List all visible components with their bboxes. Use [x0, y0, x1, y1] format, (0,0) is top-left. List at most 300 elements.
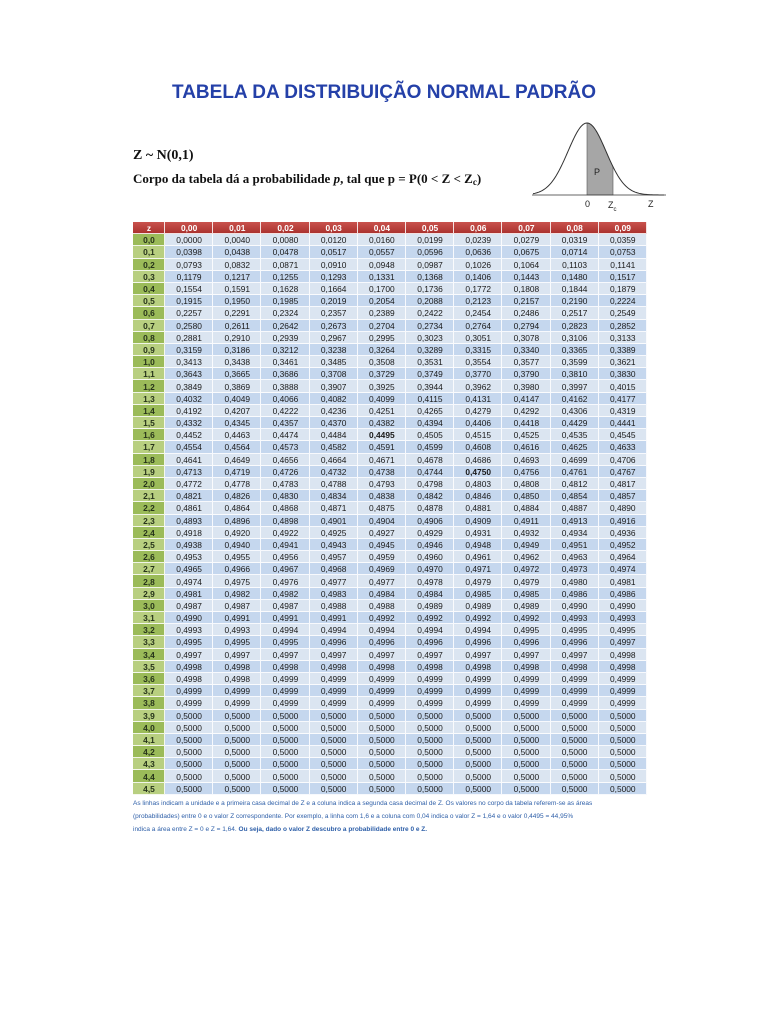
table-cell: 0,4999 [165, 685, 213, 697]
table-cell: 0,2734 [406, 320, 454, 332]
table-cell: 0,4968 [310, 563, 358, 575]
table-cell: 0,4732 [310, 466, 358, 478]
table-cell: 0,4997 [261, 649, 309, 661]
table-cell: 0,4990 [551, 600, 599, 612]
table-cell: 0,4981 [165, 588, 213, 600]
table-cell: 0,5000 [599, 783, 647, 795]
table-cell: 0,2967 [310, 332, 358, 344]
column-header: 0,07 [502, 222, 550, 234]
table-cell: 0,4868 [261, 502, 309, 514]
table-cell: 0,4999 [551, 697, 599, 709]
table-cell: 0,3708 [310, 368, 358, 380]
table-cell: 0,4991 [213, 612, 261, 624]
table-cell: 0,4998 [599, 661, 647, 673]
table-cell: 0,4999 [261, 685, 309, 697]
table-cell: 0,5000 [551, 722, 599, 734]
table-cell: 0,1026 [454, 259, 502, 271]
table-cell: 0,2580 [165, 320, 213, 332]
table-cell: 0,3944 [406, 380, 454, 392]
table-cell: 0,5000 [502, 734, 550, 746]
table-cell: 0,4911 [502, 515, 550, 527]
table-cell: 0,0517 [310, 246, 358, 258]
table-cell: 0,0478 [261, 246, 309, 258]
table-cell: 0,3849 [165, 380, 213, 392]
table-cell: 0,4986 [551, 588, 599, 600]
table-cell: 0,2357 [310, 307, 358, 319]
table-cell: 0,4953 [165, 551, 213, 563]
table-cell: 0,5000 [261, 758, 309, 770]
table-cell: 0,4999 [406, 673, 454, 685]
table-cell: 0,5000 [551, 710, 599, 722]
table-cell: 0,5000 [213, 758, 261, 770]
table-cell: 0,3365 [551, 344, 599, 356]
table-cell: 0,4956 [261, 551, 309, 563]
table-cell: 0,0596 [406, 246, 454, 258]
table-cell: 0,5000 [213, 770, 261, 782]
table-cell: 0,4207 [213, 405, 261, 417]
table-footnote [133, 797, 653, 836]
table-cell: 0,4999 [454, 697, 502, 709]
table-cell: 0,4998 [165, 673, 213, 685]
row-header: 2,2 [133, 502, 165, 514]
table-cell: 0,5000 [358, 710, 406, 722]
table-cell: 0,4394 [406, 417, 454, 429]
table-cell: 0,5000 [454, 758, 502, 770]
table-cell: 0,4994 [454, 624, 502, 636]
table-cell: 0,4788 [310, 478, 358, 490]
table-cell: 0,4890 [599, 502, 647, 514]
table-cell: 0,4980 [551, 575, 599, 587]
table-cell: 0,4656 [261, 454, 309, 466]
table-cell: 0,3830 [599, 368, 647, 380]
row-header: 4,2 [133, 746, 165, 758]
column-header: 0,03 [310, 222, 358, 234]
table-cell: 0,5000 [502, 710, 550, 722]
table-cell: 0,4279 [454, 405, 502, 417]
table-cell: 0,4966 [213, 563, 261, 575]
table-cell: 0,4854 [551, 490, 599, 502]
table-cell: 0,2054 [358, 295, 406, 307]
table-cell: 0,3621 [599, 356, 647, 368]
table-cell: 0,4429 [551, 417, 599, 429]
table-cell: 0,4306 [551, 405, 599, 417]
table-cell: 0,5000 [551, 783, 599, 795]
row-header: 0,4 [133, 283, 165, 295]
column-header: 0,00 [165, 222, 213, 234]
table-cell: 0,4946 [406, 539, 454, 551]
table-cell: 0,4994 [406, 624, 454, 636]
table-cell: 0,4997 [310, 649, 358, 661]
table-cell: 0,1554 [165, 283, 213, 295]
table-cell: 0,2910 [213, 332, 261, 344]
column-header: 0,09 [599, 222, 647, 234]
table-cell: 0,0398 [165, 246, 213, 258]
table-cell: 0,5000 [358, 734, 406, 746]
table-cell: 0,2939 [261, 332, 309, 344]
table-cell: 0,4884 [502, 502, 550, 514]
table-cell: 0,4332 [165, 417, 213, 429]
table-cell: 0,4463 [213, 429, 261, 441]
table-cell: 0,2422 [406, 307, 454, 319]
table-cell: 0,5000 [599, 722, 647, 734]
table-cell: 0,4535 [551, 429, 599, 441]
table-cell: 0,3925 [358, 380, 406, 392]
table-cell: 0,3888 [261, 380, 309, 392]
table-cell: 0,4995 [599, 624, 647, 636]
table-cell: 0,3554 [454, 356, 502, 368]
table-cell: 0,3577 [502, 356, 550, 368]
table-cell: 0,4993 [213, 624, 261, 636]
table-cell: 0,4842 [406, 490, 454, 502]
table-cell: 0,4934 [551, 527, 599, 539]
row-header: 2,0 [133, 478, 165, 490]
table-cell: 0,5000 [358, 758, 406, 770]
table-cell: 0,2823 [551, 320, 599, 332]
table-cell: 0,2995 [358, 332, 406, 344]
table-cell: 0,3907 [310, 380, 358, 392]
table-cell: 0,4515 [454, 429, 502, 441]
row-header: 2,3 [133, 515, 165, 527]
table-cell: 0,4265 [406, 405, 454, 417]
table-cell: 0,4693 [502, 454, 550, 466]
table-cell: 0,4994 [358, 624, 406, 636]
table-cell: 0,4582 [310, 441, 358, 453]
table-cell: 0,4222 [261, 405, 309, 417]
table-cell: 0,4319 [599, 405, 647, 417]
table-cell: 0,1591 [213, 283, 261, 295]
table-cell: 0,3438 [213, 356, 261, 368]
table-cell: 0,4999 [454, 685, 502, 697]
normal-distribution-table [133, 222, 647, 795]
table-cell: 0,4925 [310, 527, 358, 539]
table-cell: 0,4988 [310, 600, 358, 612]
table-cell: 0,4996 [310, 636, 358, 648]
table-cell: 0,4996 [551, 636, 599, 648]
table-cell: 0,4999 [310, 685, 358, 697]
table-cell: 0,4985 [454, 588, 502, 600]
table-cell: 0,5000 [406, 722, 454, 734]
table-cell: 0,4115 [406, 393, 454, 405]
table-cell: 0,4591 [358, 441, 406, 453]
table-cell: 0,4994 [261, 624, 309, 636]
table-cell: 0,0319 [551, 234, 599, 246]
table-cell: 0,4999 [165, 697, 213, 709]
table-cell: 0,4871 [310, 502, 358, 514]
description-subscript: c [472, 177, 477, 187]
table-cell: 0,4664 [310, 454, 358, 466]
table-cell: 0,4803 [454, 478, 502, 490]
table-cell: 0,4999 [261, 673, 309, 685]
table-cell: 0,4938 [165, 539, 213, 551]
table-cell: 0,1331 [358, 271, 406, 283]
table-cell: 0,3106 [551, 332, 599, 344]
row-header: 3,1 [133, 612, 165, 624]
row-header: 3,9 [133, 710, 165, 722]
table-cell: 0,4893 [165, 515, 213, 527]
table-cell: 0,2190 [551, 295, 599, 307]
table-cell: 0,4756 [502, 466, 550, 478]
table-cell: 0,4834 [310, 490, 358, 502]
table-cell: 0,4989 [502, 600, 550, 612]
label-z-axis: Z [648, 199, 654, 209]
table-cell: 0,5000 [165, 758, 213, 770]
table-cell: 0,4990 [599, 600, 647, 612]
table-cell: 0,1844 [551, 283, 599, 295]
table-cell: 0,4641 [165, 454, 213, 466]
table-cell: 0,4744 [406, 466, 454, 478]
table-cell: 0,1293 [310, 271, 358, 283]
table-cell: 0,4997 [358, 649, 406, 661]
table-cell: 0,4382 [358, 417, 406, 429]
footnote-line-2: (probabilidades) entre 0 e o valor Z correspondente. Por exemplo, a linha com 1,6 e a coluna com 0,04 indica o valor Z = 1,64 e o valor 0,4495 = 44,95% [133, 813, 574, 820]
table-cell: 0,4913 [551, 515, 599, 527]
table-cell: 0,1915 [165, 295, 213, 307]
table-cell: 0,4995 [165, 636, 213, 648]
row-header: 2,9 [133, 588, 165, 600]
table-cell: 0,5000 [454, 746, 502, 758]
table-cell: 0,4971 [454, 563, 502, 575]
row-header: 0,8 [133, 332, 165, 344]
table-cell: 0,4826 [213, 490, 261, 502]
table-cell: 0,1064 [502, 259, 550, 271]
table-cell: 0,2123 [454, 295, 502, 307]
table-cell: 0,2291 [213, 307, 261, 319]
table-cell: 0,4995 [261, 636, 309, 648]
table-cell: 0,4998 [502, 661, 550, 673]
table-cell: 0,4998 [213, 661, 261, 673]
table-cell: 0,4992 [358, 612, 406, 624]
table-cell: 0,4972 [502, 563, 550, 575]
table-cell: 0,4965 [165, 563, 213, 575]
table-cell: 0,4998 [406, 661, 454, 673]
table-cell: 0,4982 [213, 588, 261, 600]
table-cell: 0,1443 [502, 271, 550, 283]
row-header: 1,3 [133, 393, 165, 405]
table-cell: 0,4857 [599, 490, 647, 502]
table-cell: 0,4987 [261, 600, 309, 612]
table-cell: 0,4999 [502, 697, 550, 709]
row-header: 4,3 [133, 758, 165, 770]
table-cell: 0,5000 [358, 783, 406, 795]
table-cell: 0,1179 [165, 271, 213, 283]
column-header: 0,06 [454, 222, 502, 234]
table-cell: 0,4943 [310, 539, 358, 551]
table-cell: 0,4846 [454, 490, 502, 502]
table-cell: 0,1879 [599, 283, 647, 295]
table-cell: 0,4949 [502, 539, 550, 551]
table-cell: 0,4952 [599, 539, 647, 551]
table-cell: 0,5000 [213, 734, 261, 746]
table-cell: 0,4941 [261, 539, 309, 551]
table-cell: 0,4967 [261, 563, 309, 575]
row-header: 3,3 [133, 636, 165, 648]
table-cell: 0,4998 [310, 661, 358, 673]
table-cell: 0,4997 [551, 649, 599, 661]
table-cell: 0,4633 [599, 441, 647, 453]
table-cell: 0,4821 [165, 490, 213, 502]
table-cell: 0,4573 [261, 441, 309, 453]
table-cell: 0,5000 [261, 783, 309, 795]
table-cell: 0,3665 [213, 368, 261, 380]
table-cell: 0,4962 [502, 551, 550, 563]
row-header: 0,1 [133, 246, 165, 258]
table-cell: 0,4987 [165, 600, 213, 612]
table-cell: 0,2794 [502, 320, 550, 332]
table-cell: 0,4998 [551, 661, 599, 673]
table-cell: 0,4999 [406, 697, 454, 709]
footnote-line-1: As linhas indicam a unidade e a primeira casa decimal de Z e a coluna indica a segunda casa decimal de Z. Os valores no corpo da tabela referem-se as áreas [133, 800, 593, 807]
table-cell: 0,4976 [261, 575, 309, 587]
table-cell: 0,5000 [599, 734, 647, 746]
table-cell: 0,4564 [213, 441, 261, 453]
table-cell: 0,4474 [261, 429, 309, 441]
table-cell: 0,0910 [310, 259, 358, 271]
table-cell: 0,4979 [502, 575, 550, 587]
table-cell: 0,2549 [599, 307, 647, 319]
table-cell: 0,5000 [261, 734, 309, 746]
table-cell: 0,3686 [261, 368, 309, 380]
table-cell: 0,5000 [165, 770, 213, 782]
table-cell: 0,4441 [599, 417, 647, 429]
table-cell: 0,4896 [213, 515, 261, 527]
table-cell: 0,4996 [502, 636, 550, 648]
table-cell: 0,0438 [213, 246, 261, 258]
row-header: 1,4 [133, 405, 165, 417]
table-cell: 0,5000 [213, 746, 261, 758]
table-cell: 0,4991 [310, 612, 358, 624]
table-cell: 0,5000 [261, 770, 309, 782]
table-cell: 0,5000 [454, 734, 502, 746]
table-cell: 0,4999 [599, 685, 647, 697]
table-cell: 0,5000 [165, 710, 213, 722]
table-cell: 0,4830 [261, 490, 309, 502]
table-cell: 0,4996 [454, 636, 502, 648]
row-header: 3,6 [133, 673, 165, 685]
table-cell: 0,5000 [358, 770, 406, 782]
table-cell: 0,4931 [454, 527, 502, 539]
table-cell: 0,4904 [358, 515, 406, 527]
table-cell: 0,4357 [261, 417, 309, 429]
table-cell: 0,4975 [213, 575, 261, 587]
table-cell: 0,4812 [551, 478, 599, 490]
table-cell: 0,4916 [599, 515, 647, 527]
row-header: 1,7 [133, 441, 165, 453]
table-cell: 0,1406 [454, 271, 502, 283]
table-cell: 0,2642 [261, 320, 309, 332]
row-header: 2,8 [133, 575, 165, 587]
table-cell: 0,4192 [165, 405, 213, 417]
table-cell: 0,5000 [310, 722, 358, 734]
table-cell: 0,4999 [358, 697, 406, 709]
table-cell: 0,3749 [406, 368, 454, 380]
table-cell: 0,0199 [406, 234, 454, 246]
table-cell: 0,3413 [165, 356, 213, 368]
label-zc-subscript: c [613, 207, 617, 213]
table-cell: 0,3770 [454, 368, 502, 380]
table-cell: 0,2704 [358, 320, 406, 332]
table-cell: 0,5000 [310, 783, 358, 795]
table-cell: 0,5000 [454, 770, 502, 782]
row-header: 1,5 [133, 417, 165, 429]
row-header: 0,5 [133, 295, 165, 307]
table-cell: 0,4999 [551, 673, 599, 685]
footnote-line-3-regular: indica a área entre Z = 0 e Z = 1,64. [133, 826, 239, 833]
table-cell: 0,5000 [165, 734, 213, 746]
table-cell: 0,4977 [310, 575, 358, 587]
table-cell: 0,5000 [261, 710, 309, 722]
row-header: 4,5 [133, 783, 165, 795]
table-cell: 0,4236 [310, 405, 358, 417]
table-cell: 0,0080 [261, 234, 309, 246]
table-cell: 0,3643 [165, 368, 213, 380]
table-cell: 0,4977 [358, 575, 406, 587]
table-cell: 0,4998 [358, 661, 406, 673]
description-suffix: ) [476, 171, 482, 186]
table-cell: 0,4864 [213, 502, 261, 514]
table-cell: 0,4998 [599, 649, 647, 661]
table-cell: 0,4738 [358, 466, 406, 478]
table-cell: 0,5000 [165, 722, 213, 734]
table-cell: 0,5000 [261, 722, 309, 734]
table-cell: 0,5000 [310, 758, 358, 770]
table-cell: 0,1664 [310, 283, 358, 295]
table-cell: 0,4989 [454, 600, 502, 612]
table-cell: 0,4599 [406, 441, 454, 453]
table-cell: 0,4909 [454, 515, 502, 527]
table-cell: 0,4998 [165, 661, 213, 673]
description-p-variable: p [333, 171, 341, 186]
table-cell: 0,4418 [502, 417, 550, 429]
table-cell: 0,4929 [406, 527, 454, 539]
table-cell: 0,1808 [502, 283, 550, 295]
table-cell: 0,1736 [406, 283, 454, 295]
table-cell: 0,2611 [213, 320, 261, 332]
table-cell: 0,0832 [213, 259, 261, 271]
table-cell: 0,0871 [261, 259, 309, 271]
table-cell: 0,4995 [213, 636, 261, 648]
row-header: 4,1 [133, 734, 165, 746]
table-cell: 0,4495 [358, 429, 406, 441]
table-cell: 0,4984 [406, 588, 454, 600]
table-cell: 0,5000 [502, 758, 550, 770]
table-description [133, 171, 481, 187]
table-cell: 0,3238 [310, 344, 358, 356]
row-header: 2,4 [133, 527, 165, 539]
table-cell: 0,4545 [599, 429, 647, 441]
table-cell: 0,4554 [165, 441, 213, 453]
row-header: 2,6 [133, 551, 165, 563]
table-cell: 0,4778 [213, 478, 261, 490]
table-cell: 0,3599 [551, 356, 599, 368]
table-cell: 0,4706 [599, 454, 647, 466]
table-cell: 0,1368 [406, 271, 454, 283]
distribution-label: Z ~ N(0,1) [133, 148, 194, 163]
table-cell: 0,4997 [165, 649, 213, 661]
table-cell: 0,2852 [599, 320, 647, 332]
table-cell: 0,5000 [310, 770, 358, 782]
table-cell: 0,4999 [551, 685, 599, 697]
row-header: 1,9 [133, 466, 165, 478]
row-header: 1,8 [133, 454, 165, 466]
table-cell: 0,5000 [599, 770, 647, 782]
row-header: 1,0 [133, 356, 165, 368]
table-cell: 0,0359 [599, 234, 647, 246]
table-cell: 0,2389 [358, 307, 406, 319]
table-cell: 0,4997 [599, 636, 647, 648]
table-cell: 0,4901 [310, 515, 358, 527]
table-cell: 0,4049 [213, 393, 261, 405]
table-cell: 0,3315 [454, 344, 502, 356]
